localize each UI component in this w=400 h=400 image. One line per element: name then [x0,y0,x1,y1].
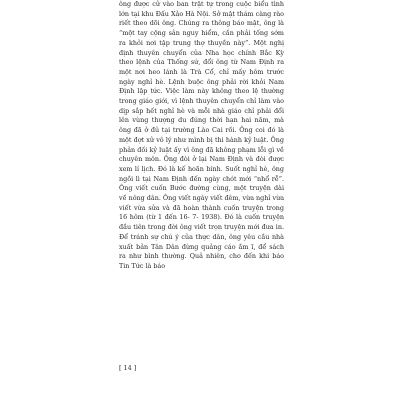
body-paragraph: ông được cử vào ban trật tự trong cuộc biểu tình lớn tại khu Đấu Xảo Hà Nội. Sở mật thám càng rào riết theo dõi ông. Chúng ra thông báo mật, ông là “một tay cộng sản nguy hiểm, cần phải tống sớm ra khỏi nơi tập trung thợ thuyền này”. Một nghị định thuyên chuyển của Nha học chính Bắc Kỳ theo lệnh của Thống sứ, đổi ông từ Nam Định ra một nơi heo lánh là Trà Cổ, chỉ mấy hôm trước ngày nghỉ hè. Lệnh buộc ông phải rời khỏi Nam Định lập tức. Việc làm này không theo lệ thường trong giáo giới, vì lệnh thuyên chuyển chỉ làm vào dịp sắp hết nghỉ hè và mỗi nhà giáo chỉ phải đổi lên vùng thượng du đúng thời hạn hai năm, mà ông đã ở đủ tại trường Lào Cai rồi. Ông coi đó là một đợt xử vô lý như mình bị thi hành kỷ luật. Ông phản đối kỷ luật ấy vì ông đã không phạm lỗi gì về chuyên môn. Ông đòi ở lại Nam Định và đòi được xem lí lịch. Đó là kế hoãn binh. Suốt nghỉ hè, ông ngồi lì tại Nam Định đến ngày chót mới “nhổ rễ”. Ông viết cuốn Bước đường cùng, một truyện dài về nông dân. Ông viết ngày viết đêm, vừa nghỉ vừa viết vừa sửa và đã hoàn thành cuốn truyện trong 16 hôm (từ 1 đến 16- 7- 1938). Đó là cuốn truyện đầu tiên trong đời ông viết trọn truyện mới đưa in. Để tránh sự chú ý của thực dân, ông yêu cầu nhà xuất bản Tân Dân đừng quảng cáo ầm ĩ, để sách ra như bình thường. Quả nhiên, cho đến khi báo Tin Tức là báo [119,0,284,270]
body-text-column [119,0,284,272]
page-number: [ 14 ] [119,364,137,372]
